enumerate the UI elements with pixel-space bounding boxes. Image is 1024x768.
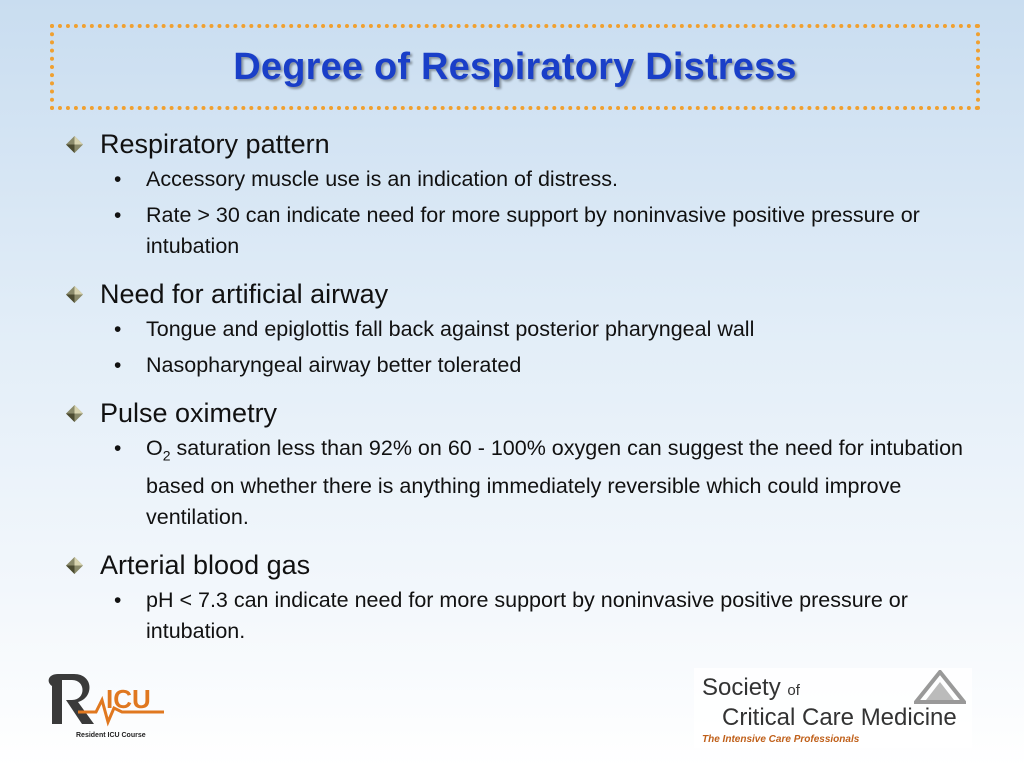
- footer-logos: [0, 664, 1024, 754]
- bullet: •: [114, 168, 122, 191]
- section-heading: [66, 395, 986, 431]
- sub-list: [66, 314, 986, 381]
- slide-title: Degree of Respiratory Distress: [233, 45, 797, 88]
- diamond-bullet-icon: [66, 557, 83, 574]
- section-heading: [66, 276, 986, 312]
- section-artificial-airway: [66, 276, 986, 381]
- bullet: •: [114, 437, 122, 460]
- list-item-text: Tongue and epiglottis fall back against posterior pharyngeal wall: [146, 317, 755, 341]
- sub-list: [66, 433, 986, 533]
- section-pulse-oximetry: [66, 395, 986, 533]
- svg-text:ICU: ICU: [106, 684, 151, 714]
- sub-list: [66, 585, 986, 647]
- bullet: •: [114, 318, 122, 341]
- sccm-tagline: The Intensive Care Professionals: [702, 734, 860, 745]
- sccm-society-text: Society: [702, 674, 781, 701]
- sccm-logo: [694, 668, 972, 748]
- ricu-logo-mark: [44, 668, 174, 732]
- list-item-text: pH < 7.3 can indicate need for more support by noninvasive positive pressure or intubation.: [146, 588, 908, 644]
- ricu-subtitle: Resident ICU Course: [76, 732, 146, 739]
- diamond-bullet-icon: [66, 286, 83, 303]
- section-heading-text: Respiratory pattern: [100, 129, 330, 159]
- bullet: •: [114, 354, 122, 377]
- sccm-of-text: of: [787, 682, 800, 699]
- sccm-name: Critical Care Medicine: [722, 704, 957, 731]
- sccm-society: [702, 674, 800, 702]
- list-item: [66, 200, 966, 262]
- list-item: [66, 585, 966, 647]
- section-heading-text: Pulse oximetry: [100, 398, 278, 428]
- diamond-bullet-icon: [66, 136, 83, 153]
- list-item: [66, 433, 966, 533]
- diamond-bullet-icon: [66, 405, 83, 422]
- o2-prefix: O: [146, 436, 163, 460]
- sccm-triangle-icon: [914, 670, 966, 704]
- ricu-logo: [44, 668, 174, 748]
- o2-subscript: 2: [162, 447, 171, 464]
- list-item-text: Nasopharyngeal airway better tolerated: [146, 353, 522, 377]
- list-item: [66, 314, 966, 345]
- section-heading-text: Arterial blood gas: [100, 550, 311, 581]
- list-item: [66, 164, 966, 195]
- slide-content: [66, 126, 986, 661]
- list-item-text: Accessory muscle use is an indication of distress.: [146, 167, 619, 191]
- section-heading: [66, 547, 986, 583]
- list-item: [66, 350, 966, 381]
- bullet: •: [114, 589, 122, 613]
- list-item-text: Rate > 30 can indicate need for more support by noninvasive positive pressure or intubation: [146, 203, 920, 258]
- title-box: [50, 24, 980, 110]
- section-respiratory-pattern: [66, 126, 986, 262]
- section-heading-text: Need for artificial airway: [100, 279, 389, 309]
- list-item-text: saturation less than 92% on 60 - 100% oxygen can suggest the need for intubation based on whether there is anything immediately reversible which could improve ventilation.: [146, 436, 963, 530]
- bullet: •: [114, 204, 122, 227]
- section-heading: [66, 126, 986, 162]
- sub-list: [66, 164, 986, 262]
- section-arterial-blood-gas: [66, 547, 986, 647]
